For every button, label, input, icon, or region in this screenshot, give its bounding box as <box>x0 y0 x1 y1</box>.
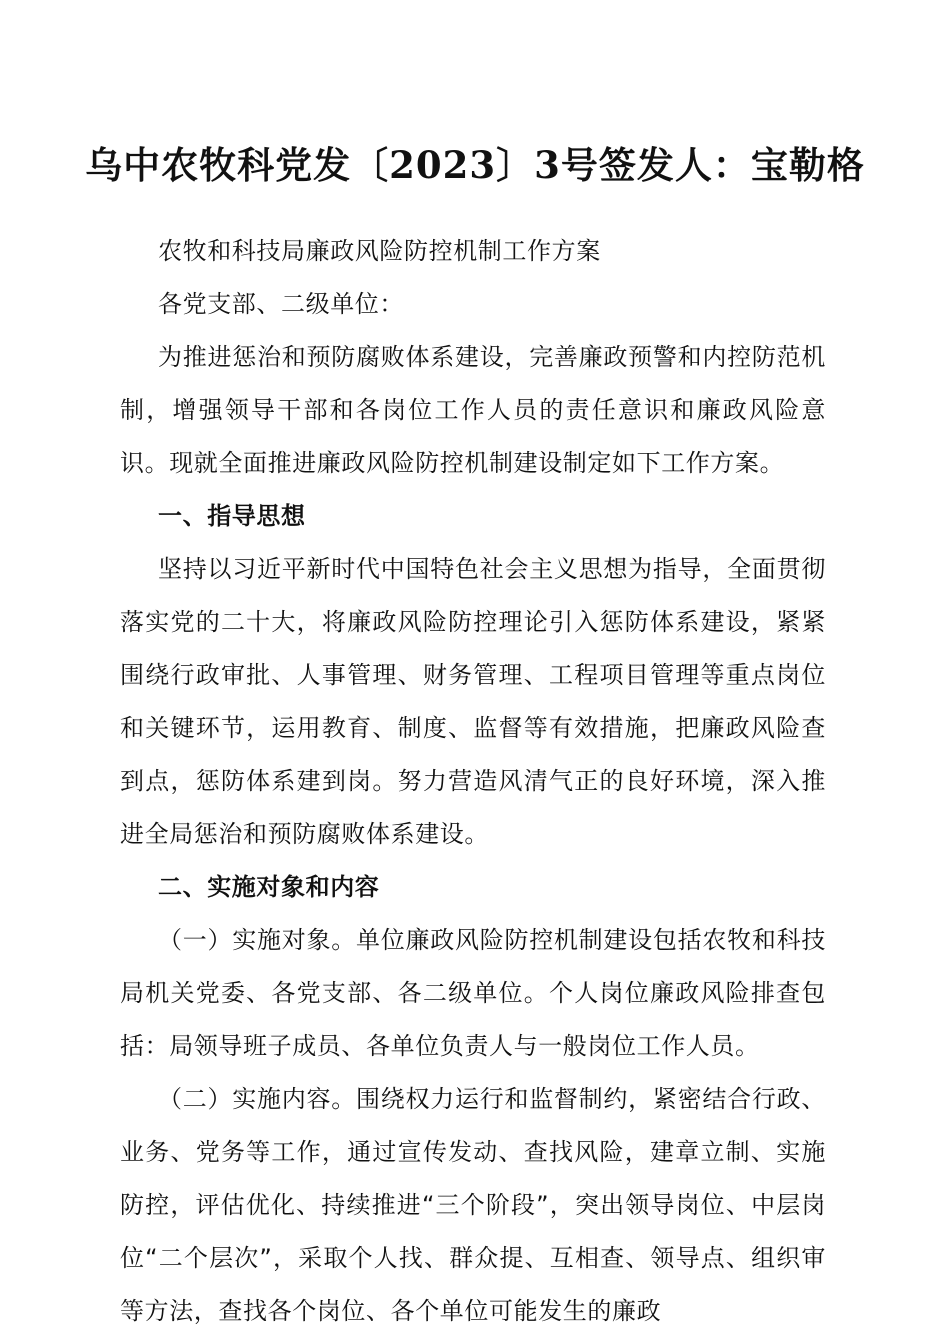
document-body <box>120 225 826 1338</box>
intro-paragraph: 为推进惩治和预防腐败体系建设，完善廉政预警和内控防范机制，增强领导干部和各岗位工作人员的责任意识和廉政风险意识。现就全面推进廉政风险防控机制建设制定如下工作方案。 <box>120 343 826 477</box>
document-title: 乌中农牧科党发〔2023〕3号签发人：宝勒格 <box>85 143 865 187</box>
addressee: 各党支部、二级单位： <box>158 290 404 318</box>
implementation-content-paragraph: （二）实施内容。围绕权力运行和监督制约，紧密结合行政、业务、党务等工作，通过宣传发动、查找风险，建章立制、实施防控，评估优化、持续推进“三个阶段”，突出领导岗位、中层岗位“二个层次”，采取个人找、群众提、互相查、领导点、组织审等方法，查找各个岗位、各个单位可能发生的廉政 <box>120 1085 826 1325</box>
implementation-objects-paragraph: （一）实施对象。单位廉政风险防控机制建设包括农牧和科技局机关党委、各党支部、各二级单位。个人岗位廉政风险排查包括：局领导班子成员、各单位负责人与一般岗位工作人员。 <box>120 926 826 1060</box>
guiding-ideology-paragraph: 坚持以习近平新时代中国特色社会主义思想为指导，全面贯彻落实党的二十大，将廉政风险防控理论引入惩防体系建设，紧紧围绕行政审批、人事管理、财务管理、工程项目管理等重点岗位和关键环节，运用教育、制度、监督等有效措施，把廉政风险查到点，惩防体系建到岗。努力营造风清气正的良好环境，深入推进全局惩治和预防腐败体系建设。 <box>120 555 826 848</box>
section-heading-guiding-ideology: 一、指导思想 <box>158 502 306 530</box>
plan-title: 农牧和科技局廉政风险防控机制工作方案 <box>158 237 601 265</box>
section-heading-objects-and-content: 二、实施对象和内容 <box>158 873 380 901</box>
